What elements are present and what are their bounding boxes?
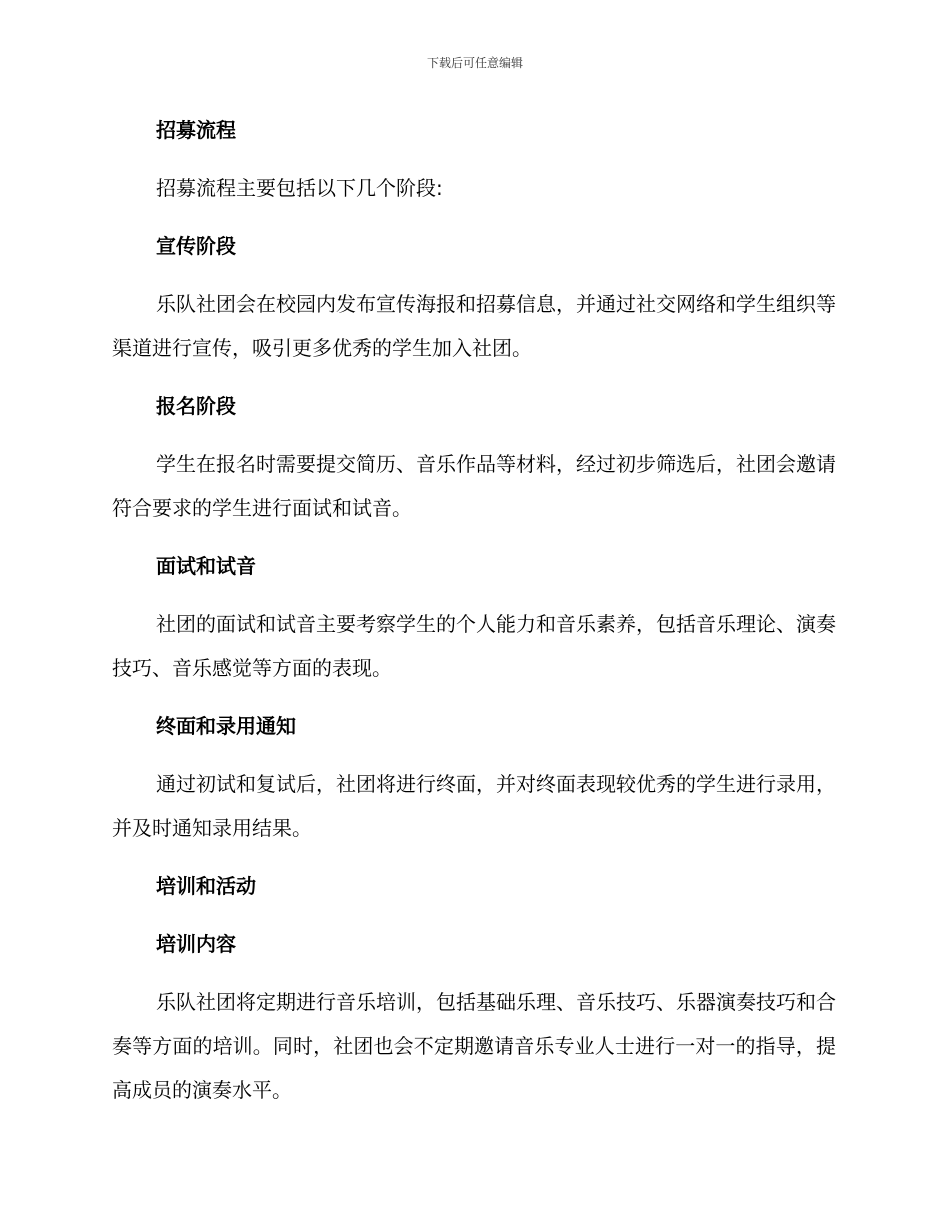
document-body xyxy=(112,108,836,1126)
promotion-paragraph: 乐队社团会在校园内发布宣传海报和招募信息，并通过社交网络和学生组织等渠道进行宣传，吸引更多优秀的学生加入社团。 xyxy=(112,292,836,360)
final-interview-paragraph: 通过初试和复试后，社团将进行终面，并对终面表现较优秀的学生进行录用，并及时通知录用结果。 xyxy=(112,772,836,840)
section-heading-training-content: 培训内容 xyxy=(156,932,236,956)
section-heading-recruitment-process: 招募流程 xyxy=(156,118,236,142)
training-content-paragraph: 乐队社团将定期进行音乐培训，包括基础乐理、音乐技巧、乐器演奏技巧和合奏等方面的培训。同时，社团也会不定期邀请音乐专业人士进行一对一的指导，提高成员的演奏水平。 xyxy=(112,990,836,1102)
section-heading-registration: 报名阶段 xyxy=(156,394,236,418)
interview-paragraph: 社团的面试和试音主要考察学生的个人能力和音乐素养，包括音乐理论、演奏技巧、音乐感觉等方面的表现。 xyxy=(112,612,836,680)
page-header: 下载后可任意编辑 xyxy=(426,56,523,70)
section-heading-interview-audition: 面试和试音 xyxy=(156,554,256,578)
recruitment-intro-text: 招募流程主要包括以下几个阶段: xyxy=(156,176,443,200)
section-heading-promotion: 宣传阶段 xyxy=(156,234,236,258)
section-heading-training-activities: 培训和活动 xyxy=(156,874,256,898)
section-heading-final-interview: 终面和录用通知 xyxy=(156,714,296,738)
registration-paragraph: 学生在报名时需要提交简历、音乐作品等材料，经过初步筛选后，社团会邀请符合要求的学生进行面试和试音。 xyxy=(112,452,836,520)
